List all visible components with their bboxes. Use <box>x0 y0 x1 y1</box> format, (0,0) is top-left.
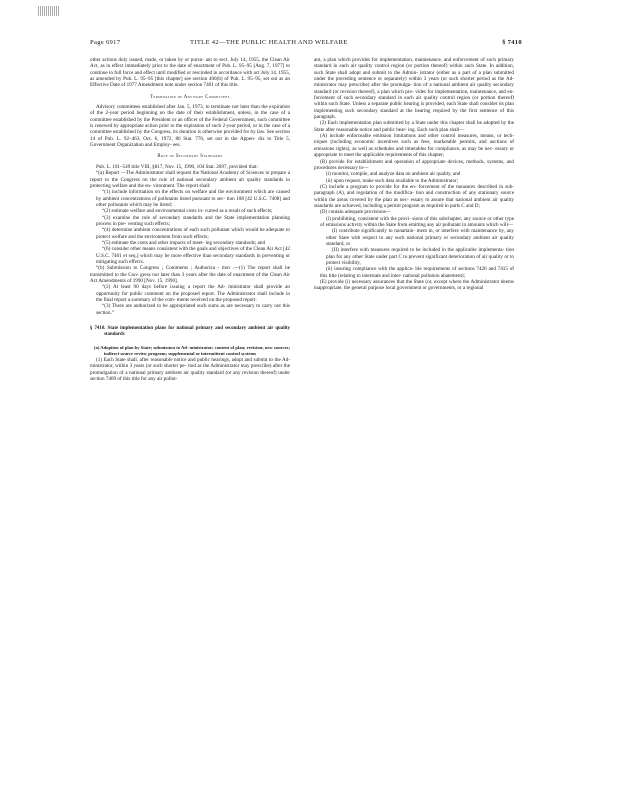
clause-d-i-I: (I) contribute significantly to nonattain- ment in, or interfere with maintenance by, any other State with respect to any such national primary or secondary ambient air quality standard, or <box>326 228 514 247</box>
role-paragraph: Pub. L. 101–549 title VIII, §817, Nov. 15, 1990, 104 Stat. 2697, provided that: <box>96 163 258 170</box>
role-b3: “(3) There are authorized to be appropriated such sums as are necessary to carry out this section.” <box>96 303 290 316</box>
paragraph-2: (2) Each implementation plan submitted by a State under this chapter shall be adopted by the State after reasonable notice and public hear- ing. Each such plan shall— <box>314 120 514 133</box>
role-5: “(5) estimate the costs and other impacts of meet- ing secondary standards; and <box>102 239 266 246</box>
clause-b-i: (i) monitor, compile, and analyze data on ambient air quality, and <box>326 171 461 178</box>
clause-d-i: (i) prohibiting, consistent with the provi- sions of this subchapter, any source or other type of emissions activity within the State from emitting any air pollutant in amounts which will— <box>320 215 514 228</box>
page-number: Page 6917 <box>90 39 121 46</box>
role-6: “(6) consider other means consistent with the goals and objectives of the Clean Air Act [42 U.S.C. 7401 et seq.] which may be more effective than secondary standards in preventing or mitigating such effects. <box>96 246 290 265</box>
subsection-heading: (a) Adoption of plan by State; submission to Ad- ministrator; content of plan; revision; new sources; indirect source review program; supplemental or intermittent control systems <box>94 344 290 356</box>
clause-e: (E) provide (i) necessary assurances that the State (or, except where the Administrator deems inappropriate, the general purpose local government or governments, or a regional <box>314 279 514 292</box>
role-4: “(4) determine ambient concentrations of each such pollutant which would be adequate to protect welfare and the environment from such effects; <box>96 227 290 240</box>
clause-a: (A) include enforceable emission limitations and other control measures, means, or tech- niques (including economic incentives such as fees, marketable permits, and auctions of emissions rights), as well as schedules and timetables for compliance, as may be nec- essary or appropriate to meet the applicable requirements of this chapter; <box>314 133 514 159</box>
running-header <box>90 39 522 51</box>
intro-paragraph: other actions duly issued, made, or taken by or pursu- ant to sect. July 14, 1955, the Clean Air Act, as in effect immediately prior to the date of enactment of Pub. L. 95–95 [Aug. 7, 1977] to continue in full force and effect until modified or rescinded in accordance with act July 14, 1955, as amended by Pub. L. 95–95 [this chapter] see section 406(b) of Pub. L. 95–95, set out as an Effective Date of 1977 Amendment note under section 7401 of this title. <box>90 57 290 89</box>
right-column <box>314 57 514 769</box>
section-number: § 7410 <box>502 39 522 46</box>
clause-b: (B) provide for establishment and operation of appropriate devices, methods, systems, and procedures necessary to— <box>314 158 514 171</box>
role-a: “(a) Report —The Administrator shall request the National Academy of Sciences to prepare a report to the Congress on the role of national secondary ambient air quality standards in protecting welfare and the en- vironment. The report shall: <box>90 170 290 189</box>
termination-heading: Termination of Advisory Committees <box>150 94 230 100</box>
running-title: TITLE 42—THE PUBLIC HEALTH AND WELFARE <box>190 39 348 46</box>
clause-c: (C) include a program to provide for the en- forcement of the measures described in sub- paragraph (A), and regulation of the modifica- tion and construction of any stationary source within the areas covered by the plan as nec- essary to assure that national ambient air quality standards are achieved, including a permit program as required in parts C and D; <box>314 183 514 209</box>
role-3: “(3) examine the role of secondary standards and the State implementation planning process in pre- venting such effects; <box>96 214 290 227</box>
role-b: “(b) Submission to Congress ; Comments ; Authoriza - tion .—(1) The report shall be transmitted to the Con- gress not later than 3 years after the date of enactment of the Clean Air Act Amendments of 1990 [Nov. 15, 1990]. <box>90 265 290 284</box>
clause-b-ii: (ii) upon request, make such data available to the Administrator; <box>326 177 459 184</box>
clause-d-i-II: (II) interfere with measures required to be included in the applicable implementa- tion plan for any other State under part C to prevent significant deterioration of air quality or to protect visibility, <box>326 247 514 266</box>
clause-d-ii: (ii) insuring compliance with the applica- ble requirements of sections 7426 and 7415 of this title (relating to interstate and inter- national pollution abatement); <box>320 266 514 279</box>
section-heading: § 7410. State implementation plans for national primary and secondary ambient air quality standards <box>90 326 290 338</box>
role-b2: “(2) At least 90 days before issuing a report the Ad- ministrator shall provide an opportunity for public comment on the proposed report. The Administrator shall include in the final report a summary of the com- ments received on the proposed report. <box>96 284 290 304</box>
advisory-paragraph: Advisory committees established after Jan. 5, 1973, to terminate not later than the expiration of the 2-year period beginning on the date of their establishment, unless, in the case of a committee established by the President or an officer of the Federal Government, such committee is renewed by appropriate action prior to the expiration of such 2-year period, or in the case of a committee established by the Congress, its duration is otherwise provided for by law. See section 14 of Pub. L. 92–463, Oct. 6, 1972, 86 Stat. 776, set out in the Appen- dix to Title 5, Government Organization and Employ- ees. <box>90 104 290 149</box>
subsection-a1-paragraph: (1) Each State shall, after reasonable notice and public hearings, adopt and submit to the Ad- ministrator, within 3 years (or such shorter pe- riod as the Administrator may prescribe) after the promulgation of a national primary ambient air quality standard (or any revision thereof) under section 7409 of this title for any air pollut- <box>90 356 290 382</box>
role-2: “(2) estimate welfare and environmental costs in- curred as a result of such effects; <box>102 208 273 215</box>
left-column <box>90 57 290 769</box>
role-1: “(1) include information on the effects on welfare and the environment which are caused by ambient concentrations of pollutants listed pursuant to sec- tion 108 [42 U.S.C. 7408] and other pollutants which may be listed; <box>96 189 290 208</box>
clause-d: (D) contain adequate provisions— <box>320 209 391 216</box>
secondary-standards-heading: Role of Secondary Standards <box>157 154 223 160</box>
plan-paragraph: ant, a plan which provides for implementation, maintenance, and enforcement of such primary standard in each air quality control region (or portion thereof) within such State. In addition, such State shall adopt and submit to the Admin- istrator (either as a part of a plan submitted under the preceding sentence or separately) within 3 years (or such shorter period as the Ad- ministrator may prescribe) after the promulga- tion of a national ambient air quality secondary standard (or revision thereof), a plan which pro- vides for implementation, maintenance, and en- forcement of such secondary standard in each air quality control region (or portion thereof) within such State. Unless a separate public hearing is provided, each State shall consider its plan implementing such secondary standard at the hearing required by the first sentence of this paragraph. <box>314 57 514 121</box>
scan-mark <box>38 6 60 16</box>
